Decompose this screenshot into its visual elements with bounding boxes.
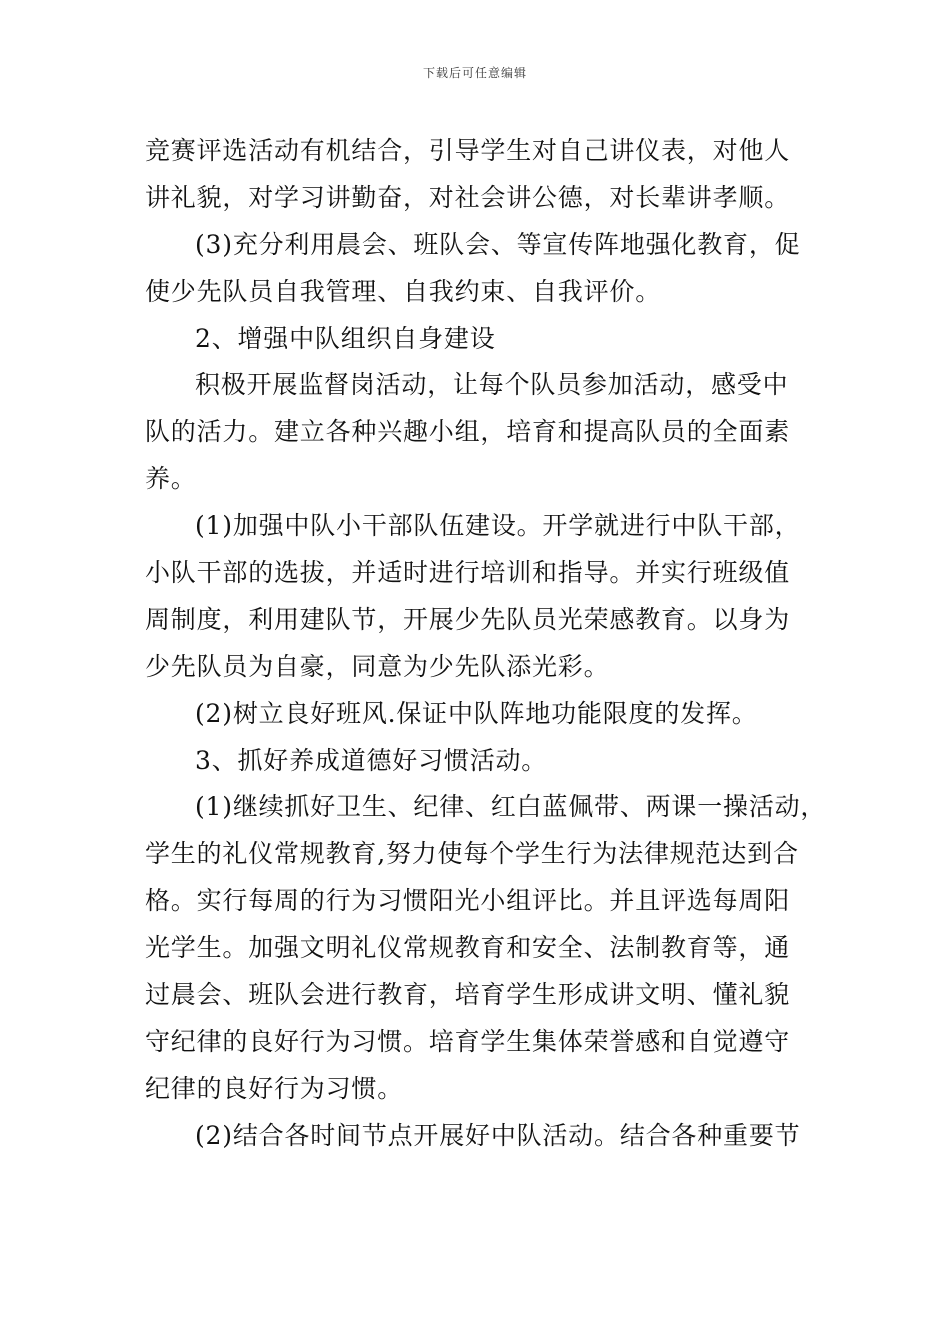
text-line: 光学生。加强文明礼仪常规教育和安全、法制教育等，通 <box>145 933 791 963</box>
text-line: (1)继续抓好卫生、纪律、红白蓝佩带、两课一操活动， <box>195 792 827 822</box>
text-line: 3、抓好养成道德好习惯活动。 <box>195 745 548 775</box>
text-line: 学生的礼仪常规教育,努力使每个学生行为法律规范达到合 <box>145 839 799 869</box>
text-line: 养。 <box>145 464 197 494</box>
document-body <box>145 128 827 1160</box>
text-line: 竞赛评选活动有机结合，引导学生对自己讲仪表，对他人 <box>145 136 791 165</box>
text-line: 格。实行每周的行为习惯阳光小组评比。并且评选每周阳 <box>145 886 791 916</box>
text-line: 过晨会、班队会进行教育，培育学生形成讲文明、懂礼貌 <box>145 980 791 1010</box>
text-line: (3)充分利用晨会、班队会、等宣传阵地强化教育，促 <box>195 229 801 259</box>
text-line: 少先队员为自豪，同意为少先队添光彩。 <box>145 651 610 681</box>
text-line: 2、增强中队组织自身建设 <box>195 323 496 353</box>
text-line: (1)加强中队小干部队伍建设。开学就进行中队干部， <box>195 511 801 541</box>
text-line: 周制度，利用建队节，开展少先队员光荣感教育。以身为 <box>145 604 791 634</box>
text-line: (2)结合各时间节点开展好中队活动。结合各种重要节 <box>195 1120 801 1150</box>
text-line: 积极开展监督岗活动，让每个队员参加活动，感受中 <box>195 370 789 400</box>
text-line: 讲礼貌，对学习讲勤奋，对社会讲公德，对长辈讲孝顺。 <box>145 182 791 212</box>
text-line: 小队干部的选拔，并适时进行培训和指导。并实行班级值 <box>145 558 791 588</box>
text-line: 使少先队员自我管理、自我约束、自我评价。 <box>145 276 662 306</box>
header-note: 下载后可任意编辑 <box>422 66 527 80</box>
text-line: 守纪律的良好行为习惯。培育学生集体荣誉感和自觉遵守 <box>145 1026 791 1056</box>
text-line: 队的活力。建立各种兴趣小组，培育和提高队员的全面素 <box>145 417 791 447</box>
text-line: (2)树立良好班风.保证中队阵地功能限度的发挥。 <box>195 698 758 728</box>
text-line: 纪律的良好行为习惯。 <box>145 1073 404 1103</box>
